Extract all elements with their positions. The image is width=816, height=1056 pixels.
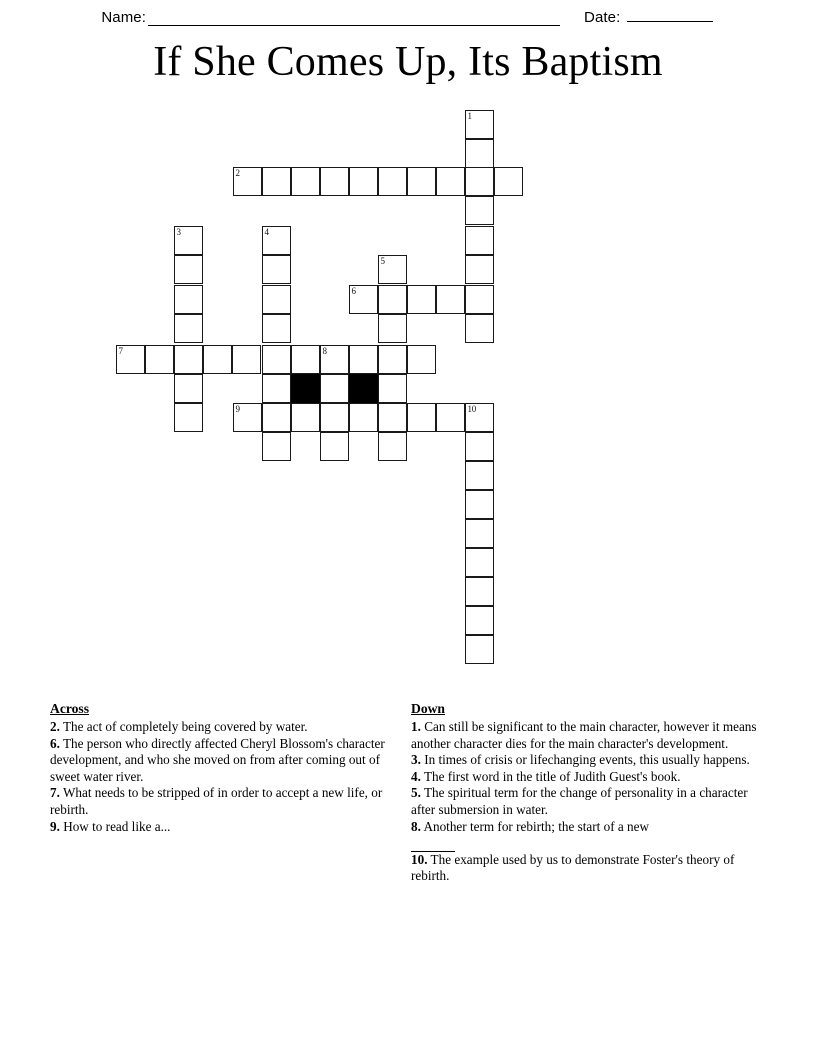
crossword-cell[interactable] — [436, 403, 465, 432]
cell-number: 4 — [264, 227, 269, 237]
crossword-cell[interactable] — [436, 285, 465, 314]
clue-item — [411, 752, 773, 769]
clue-number: 3. — [411, 752, 421, 768]
cell-number: 10 — [467, 404, 476, 414]
crossword-cell[interactable] — [465, 403, 494, 432]
crossword-cell[interactable] — [465, 167, 494, 196]
crossword-cell[interactable] — [465, 577, 494, 606]
crossword-cell[interactable] — [174, 345, 203, 374]
crossword-cell[interactable] — [465, 548, 494, 577]
clue-number: 2. — [50, 719, 60, 734]
crossword-cell[interactable] — [407, 403, 436, 432]
cell-number: 8 — [322, 346, 327, 356]
page-title: If She Comes Up, Its Baptism — [153, 39, 663, 85]
crossword-cell[interactable] — [378, 314, 407, 343]
crossword-cell[interactable] — [262, 285, 291, 314]
clue-number: 10. — [411, 851, 428, 867]
clue-number: 1. — [411, 719, 421, 734]
crossword-cell[interactable] — [262, 432, 291, 461]
clue-text: The first word in the title of Judith Guest's book. — [420, 768, 681, 784]
across-heading: Across — [50, 701, 90, 716]
crossword-cell[interactable] — [465, 432, 494, 461]
crossword-cell[interactable] — [320, 167, 349, 196]
crossword-cell[interactable] — [233, 403, 262, 432]
crossword-cell[interactable] — [407, 345, 436, 374]
crossword-blocked-cell — [291, 374, 320, 403]
clue-item — [411, 785, 773, 818]
clue-text: The spiritual term for the change of personality in a character after submersion in water. — [411, 785, 748, 817]
clue-number: 8. — [411, 818, 421, 834]
clue-item — [411, 769, 773, 786]
clue-item — [50, 785, 385, 818]
down-heading: Down — [411, 701, 445, 716]
across-clue-list — [50, 719, 385, 835]
crossword-cell[interactable] — [320, 403, 349, 432]
crossword-cell[interactable] — [174, 226, 203, 255]
crossword-cell[interactable] — [320, 345, 349, 374]
crossword-blocked-cell — [349, 374, 378, 403]
crossword-cell[interactable] — [378, 167, 407, 196]
crossword-cell[interactable] — [320, 432, 349, 461]
crossword-cell[interactable] — [465, 139, 494, 168]
crossword-cell[interactable] — [378, 374, 407, 403]
name-label: Name: — [101, 9, 147, 26]
crossword-cell[interactable] — [494, 167, 523, 196]
cell-number: 5 — [380, 256, 385, 266]
crossword-cell[interactable] — [174, 314, 203, 343]
crossword-cell[interactable] — [378, 403, 407, 432]
crossword-cell[interactable] — [465, 196, 494, 225]
clue-number: 7. — [50, 785, 60, 801]
crossword-cell[interactable] — [465, 519, 494, 548]
clue-text: What needs to be stripped of in order to accept a new life, or rebirth. — [50, 785, 383, 817]
crossword-cell[interactable] — [174, 374, 203, 403]
crossword-cell[interactable] — [436, 167, 465, 196]
cell-number: 2 — [235, 168, 240, 178]
crossword-cell[interactable] — [232, 345, 261, 374]
crossword-cell[interactable] — [349, 345, 378, 374]
down-clue-list — [411, 719, 773, 885]
crossword-cell[interactable] — [262, 403, 291, 432]
clue-text: The person who directly affected Cheryl Blossom's character development, and who she moved on from after coming out of sweet water river. — [50, 735, 385, 784]
crossword-cell[interactable] — [465, 461, 494, 490]
crossword-cell[interactable] — [291, 167, 320, 196]
crossword-cell[interactable] — [203, 345, 232, 374]
crossword-cell[interactable] — [262, 167, 291, 196]
cell-number: 3 — [176, 227, 181, 237]
crossword-cell[interactable] — [174, 255, 203, 284]
crossword-cell[interactable] — [378, 345, 407, 374]
crossword-cell[interactable] — [116, 345, 145, 374]
date-label: Date: — [584, 9, 621, 26]
crossword-cell[interactable] — [465, 110, 494, 139]
clue-item — [411, 819, 773, 852]
clue-text: The example used by us to demonstrate Foster's theory of rebirth. — [411, 851, 735, 884]
crossword-cell[interactable] — [262, 255, 291, 284]
clue-item — [50, 736, 385, 786]
clue-answer-blank[interactable] — [411, 840, 455, 852]
clue-text: In times of crisis or lifechanging events, this usually happens. — [420, 752, 750, 768]
crossword-cell[interactable] — [174, 403, 203, 432]
clue-number: 5. — [411, 785, 421, 801]
crossword-cell[interactable] — [378, 285, 407, 314]
clue-item — [50, 719, 385, 736]
clue-number: 4. — [411, 768, 421, 784]
cell-number: 6 — [351, 286, 356, 296]
crossword-cell[interactable] — [174, 285, 203, 314]
crossword-cell[interactable] — [349, 403, 378, 432]
crossword-cell[interactable] — [465, 285, 494, 314]
crossword-cell[interactable] — [291, 345, 320, 374]
crossword-cell[interactable] — [465, 314, 494, 343]
crossword-cell[interactable] — [378, 432, 407, 461]
crossword-cell[interactable] — [233, 167, 262, 196]
clue-text: Another term for rebirth; the start of a new — [420, 818, 650, 834]
crossword-cell[interactable] — [465, 226, 494, 255]
clue-item — [50, 819, 385, 836]
crossword-cell[interactable] — [378, 255, 407, 284]
crossword-cell[interactable] — [349, 285, 378, 314]
crossword-cell[interactable] — [465, 255, 494, 284]
clue-item — [411, 852, 773, 885]
clue-number: 6. — [50, 735, 60, 751]
crossword-cell[interactable] — [262, 226, 291, 255]
clue-number: 9. — [50, 818, 60, 834]
cell-number: 1 — [467, 111, 472, 121]
crossword-cell[interactable] — [145, 345, 174, 374]
crossword-cell[interactable] — [291, 403, 320, 432]
clue-text: How to read like a... — [59, 818, 171, 834]
crossword-cell[interactable] — [407, 285, 436, 314]
crossword-cell[interactable] — [262, 345, 291, 374]
clues-section — [0, 700, 816, 1000]
crossword-cell[interactable] — [465, 490, 494, 519]
cell-number: 7 — [118, 346, 123, 356]
clue-text: The act of completely being covered by water. — [59, 719, 308, 734]
cell-number: 9 — [235, 404, 240, 414]
crossword-cell[interactable] — [262, 374, 291, 403]
crossword-cell[interactable] — [262, 314, 291, 343]
crossword-cell[interactable] — [465, 635, 494, 664]
clue-item — [411, 719, 773, 752]
clue-text: Can still be significant to the main character, however it means another character dies for the main character's development. — [411, 719, 757, 751]
down-clues-column — [411, 700, 773, 885]
crossword-cell[interactable] — [320, 374, 349, 403]
crossword-cell[interactable] — [349, 167, 378, 196]
crossword-cell[interactable] — [465, 606, 494, 635]
across-clues-column — [50, 700, 385, 835]
crossword-cell[interactable] — [407, 167, 436, 196]
